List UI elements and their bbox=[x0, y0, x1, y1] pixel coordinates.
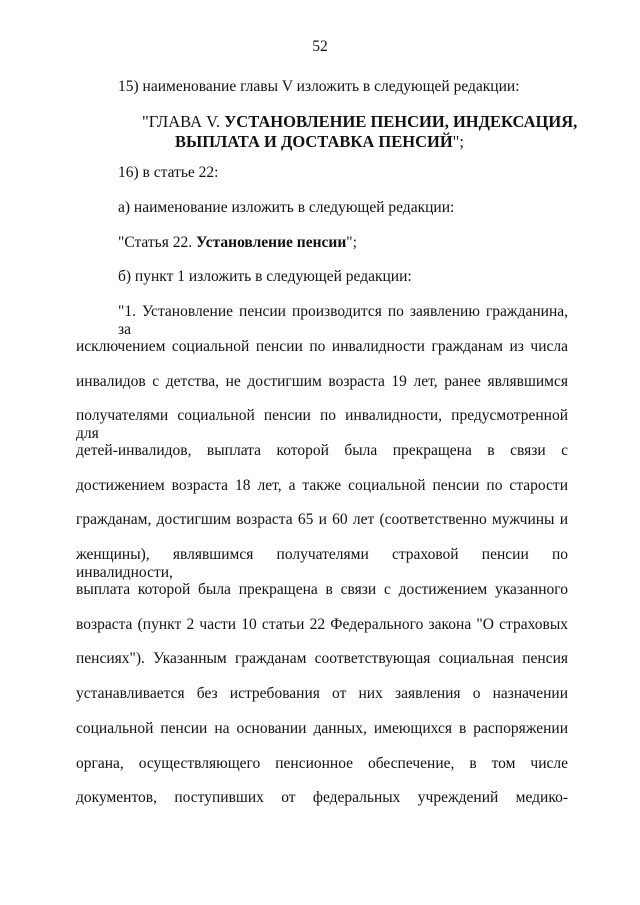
item-16: 16) в статье 22: bbox=[118, 164, 219, 181]
item-a: а) наименование изложить в следующей редакции: bbox=[118, 199, 455, 216]
body-line: женщины), являвшимся получателями страховой пенсии по инвалидности, bbox=[76, 546, 568, 581]
body-line: достижением возраста 18 лет, а также социальной пенсии по старости bbox=[76, 477, 568, 494]
chapter-title-bold-1: УСТАНОВЛЕНИЕ ПЕНСИИ, ИНДЕКСАЦИЯ, bbox=[224, 112, 578, 131]
article-suffix: "; bbox=[346, 234, 357, 251]
body-line: получателями социальной пенсии по инвалидности, предусмотренной для bbox=[76, 407, 568, 442]
body-line: органа, осуществляющего пенсионное обеспечение, в том числе bbox=[76, 755, 568, 772]
chapter-title-bold-2: ВЫПЛАТА И ДОСТАВКА ПЕНСИЙ bbox=[175, 132, 453, 151]
item-b: б) пункт 1 изложить в следующей редакции: bbox=[118, 268, 412, 285]
body-line: выплата которой была прекращена в связи с достижением указанного bbox=[76, 581, 568, 598]
body-line-first: "1. Установление пенсии производится по заявлению гражданина, за bbox=[118, 303, 568, 338]
body-line: исключением социальной пенсии по инвалидности гражданам из числа bbox=[76, 338, 568, 355]
body-line: устанавливается без истребования от них заявления о назначении bbox=[76, 685, 568, 702]
chapter-title-line-2 bbox=[175, 132, 464, 152]
article-title bbox=[118, 234, 357, 252]
body-line: возраста (пункт 2 части 10 статьи 22 Федерального закона "О страховых bbox=[76, 616, 568, 633]
chapter-title-line-1 bbox=[142, 112, 577, 132]
body-line: инвалидов с детства, не достигшим возраста 19 лет, ранее являвшимся bbox=[76, 373, 568, 390]
chapter-title-prefix: "ГЛАВА V. bbox=[142, 112, 225, 131]
body-line: гражданам, достигшим возраста 65 и 60 лет (соответственно мужчины и bbox=[76, 511, 568, 528]
body-line: пенсиях"). Указанным гражданам соответствующая социальная пенсия bbox=[76, 650, 568, 667]
article-prefix: "Статья 22. bbox=[118, 234, 196, 251]
body-line: социальной пенсии на основании данных, имеющихся в распоряжении bbox=[76, 720, 568, 737]
article-bold: Установление пенсии bbox=[196, 234, 347, 251]
body-line: детей-инвалидов, выплата которой была прекращена в связи с bbox=[76, 442, 568, 459]
body-line: документов, поступивших от федеральных учреждений медико- bbox=[76, 789, 568, 806]
chapter-title-suffix: "; bbox=[452, 132, 464, 151]
page-number: 52 bbox=[312, 38, 328, 55]
item-15: 15) наименование главы V изложить в следующей редакции: bbox=[118, 78, 520, 95]
